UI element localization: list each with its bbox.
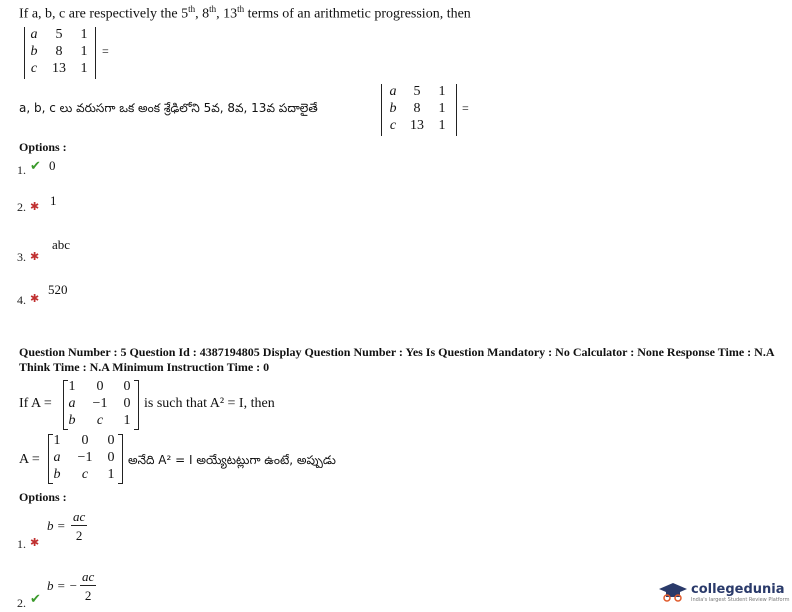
matrix-prefix-te: A = <box>19 452 40 467</box>
cross-icon: ✱ <box>30 292 40 305</box>
collegedunia-logo: collegedunia India's largest Student Review Platform <box>658 581 789 603</box>
cross-icon: ✱ <box>30 536 40 549</box>
graduation-cap-icon <box>658 581 688 603</box>
check-icon: ✔ <box>30 592 41 607</box>
matrix-prefix-en: If A = <box>19 396 52 411</box>
options-heading: Options : <box>19 140 67 154</box>
question-text-en: If a, b, c are respectively the 5th, 8th, 13th terms of an arithmetic progression, then <box>19 4 471 22</box>
options-heading: Options : <box>19 490 67 504</box>
question-text-te: a, b, c లు వరుసగా ఒక అంక శ్రేఢిలోని 5వ, 8వ, 13వ పదాలైతే <box>19 101 318 115</box>
matrix-suffix-te: అనేది A² = I అయ్యేటట్లుగా ఉంటే, అప్పుడు <box>128 453 336 467</box>
matrix-suffix-en: is such that A² = I, then <box>144 396 275 411</box>
question-meta: Question Number : 5 Question Id : 4387194805 Display Question Number : Yes Is Question Mandatory : No Calculator : None Response Time : N.A Think Time : N.A Minimum Instruction Time : 0 <box>19 345 775 374</box>
check-icon: ✔ <box>30 159 41 174</box>
cross-icon: ✱ <box>30 250 40 263</box>
cross-icon: ✱ <box>30 200 40 213</box>
